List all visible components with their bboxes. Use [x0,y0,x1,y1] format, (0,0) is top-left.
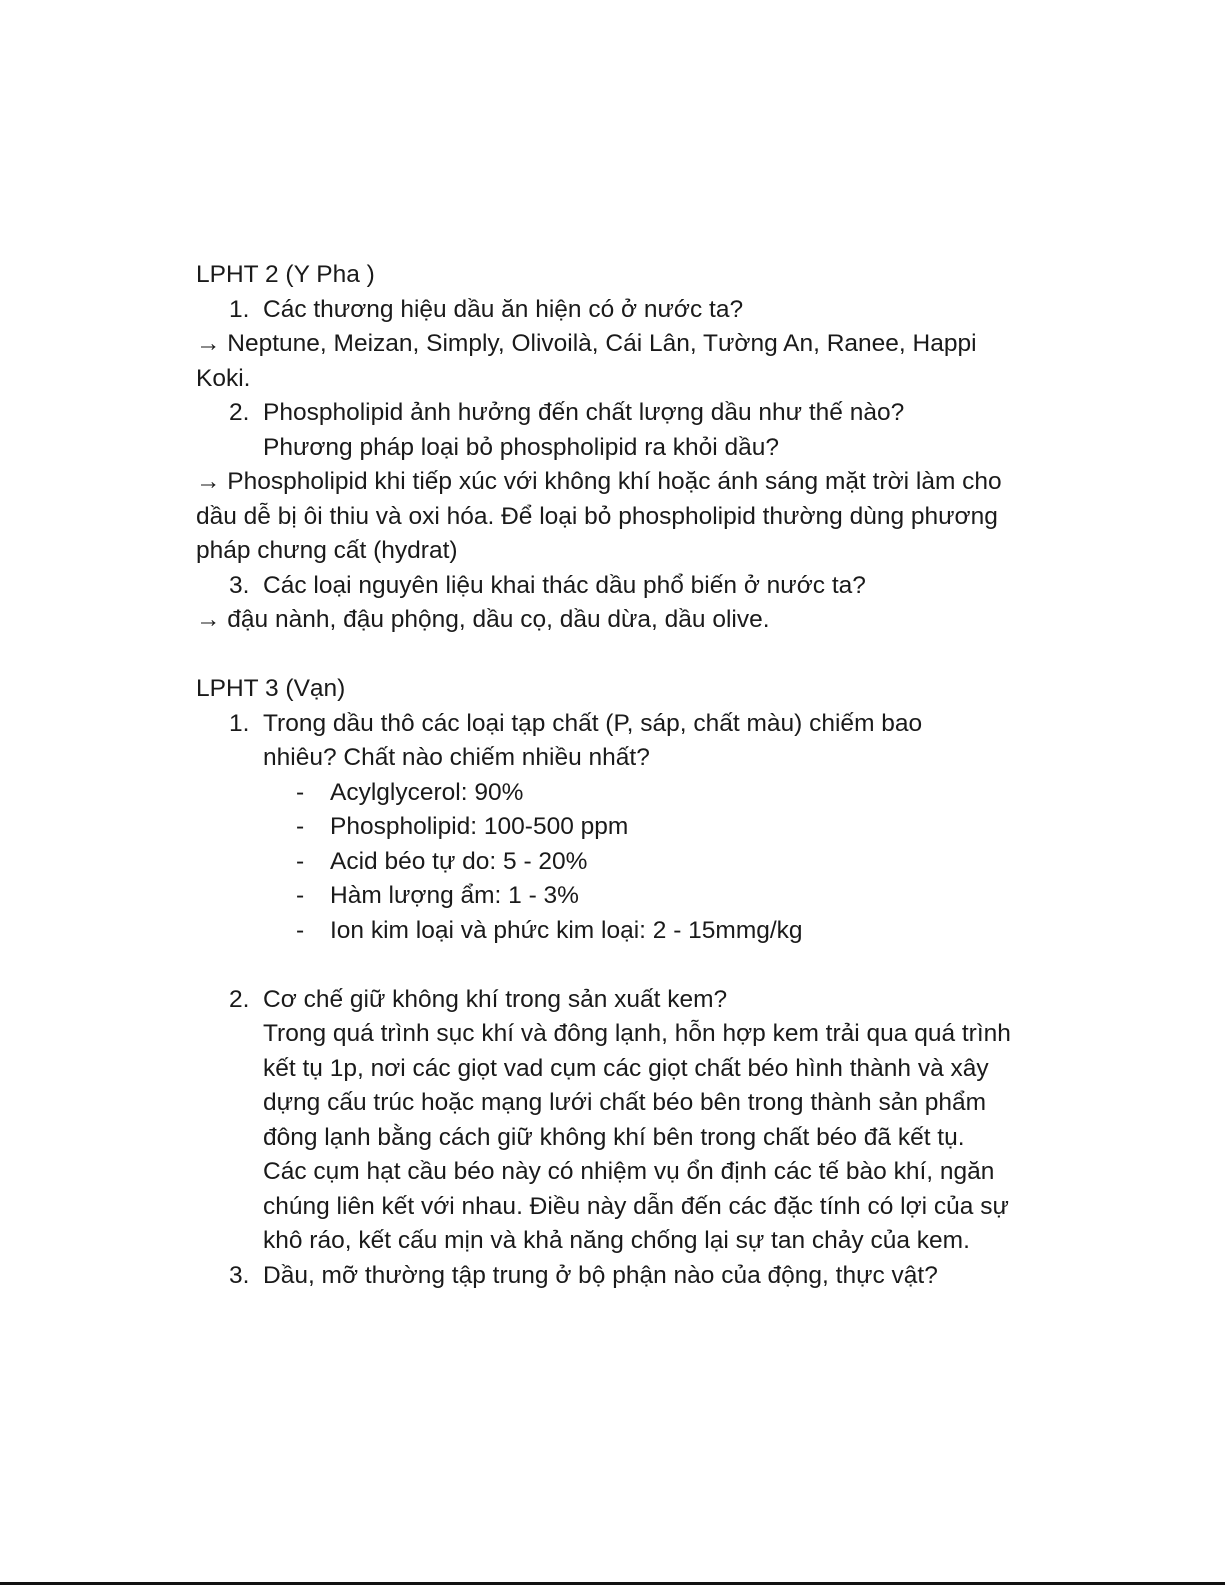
question-number: 2. [229,985,250,1013]
answer-paragraph: Các cụm hạt cầu béo này có nhiệm vụ ổn định các tế bào khí, ngăn chúng liên kết với nhau. Điều này dẫn đến các đặc tính có lợi của sự khô ráo, kết cấu mịn và khả năng chống lại sự tan chảy của kem. [263,1158,1009,1254]
question-number: 1. [229,295,250,323]
question-text: Cơ chế giữ không khí trong sản xuất kem? [263,985,728,1013]
bullet-dash: - [296,847,305,875]
question-item [196,293,1056,328]
question-number: 3. [229,571,250,599]
bullet-text: Acid béo tự do: 5 - 20% [330,847,588,875]
bullet-dash: - [296,813,305,840]
document-page [196,258,1056,1293]
question-text: Phospholipid ảnh hưởng đến chất lượng dầu như thế nào? Phương pháp loại bỏ phospholipid ra khỏi dầu? [263,399,905,461]
answer-paragraph: Trong quá trình sục khí và đông lạnh, hỗn hợp kem trải qua quá trình kết tụ 1p, nơi các giọt vad cụm các giọt chất béo hình thành và xây dựng cấu trúc hoặc mạng lưới chất béo bên trong thành sản phẩm đông lạnh bằng cách giữ không khí bên trong chất béo đã kết tụ. [263,1020,1011,1151]
question-item [196,707,1056,776]
question-item [196,983,1056,1018]
question-item [196,569,1056,604]
spacer [196,638,1056,673]
section-heading: LPHT 3 (Vạn) [196,675,346,702]
question-text: Các thương hiệu dầu ăn hiện có ở nước ta? [263,295,744,323]
bullet-text: Acylglycerol: 90% [330,778,524,806]
list-item [196,914,1056,949]
list-item [196,879,1056,914]
bullet-text: Phospholipid: 100-500 ppm [330,813,629,840]
bullet-dash: - [296,778,305,806]
question-text: Dầu, mỡ thường tập trung ở bộ phận nào của động, thực vật? [263,1261,938,1289]
answer-text: → Neptune, Meizan, Simply, Olivoilà, Cái Lân, Tường An, Ranee, Happi Koki. [196,330,977,392]
section-heading: LPHT 2 (Y Pha ) [196,261,375,288]
bullet-text: Hàm lượng ẩm: 1 - 3% [330,882,579,909]
bullet-text: Ion kim loại và phức kim loại: 2 - 15mmg/kg [330,916,803,944]
answer-text: → Phospholipid khi tiếp xúc với không khí hoặc ánh sáng mặt trời làm cho dầu dễ bị ôi thiu và oxi hóa. Để loại bỏ phospholipid thường dùng phương pháp chưng cất (hydrat) [196,468,1002,564]
question-item [196,1259,1056,1294]
question-text: Các loại nguyên liệu khai thác dầu phổ biến ở nước ta? [263,571,866,599]
question-number: 3. [229,1261,250,1289]
list-item [196,776,1056,811]
answer-text: → đậu nành, đậu phộng, dầu cọ, dầu dừa, dầu olive. [196,606,770,633]
bullet-dash: - [296,916,305,944]
list-item [196,810,1056,845]
list-item [196,845,1056,880]
question-number: 2. [229,399,250,426]
question-item [196,396,1056,465]
question-number: 1. [229,709,250,737]
spacer [196,948,1056,983]
question-text: Trong dầu thô các loại tạp chất (P, sáp, chất màu) chiếm bao nhiêu? Chất nào chiếm nhiều nhất? [263,709,923,771]
bullet-dash: - [296,882,305,909]
